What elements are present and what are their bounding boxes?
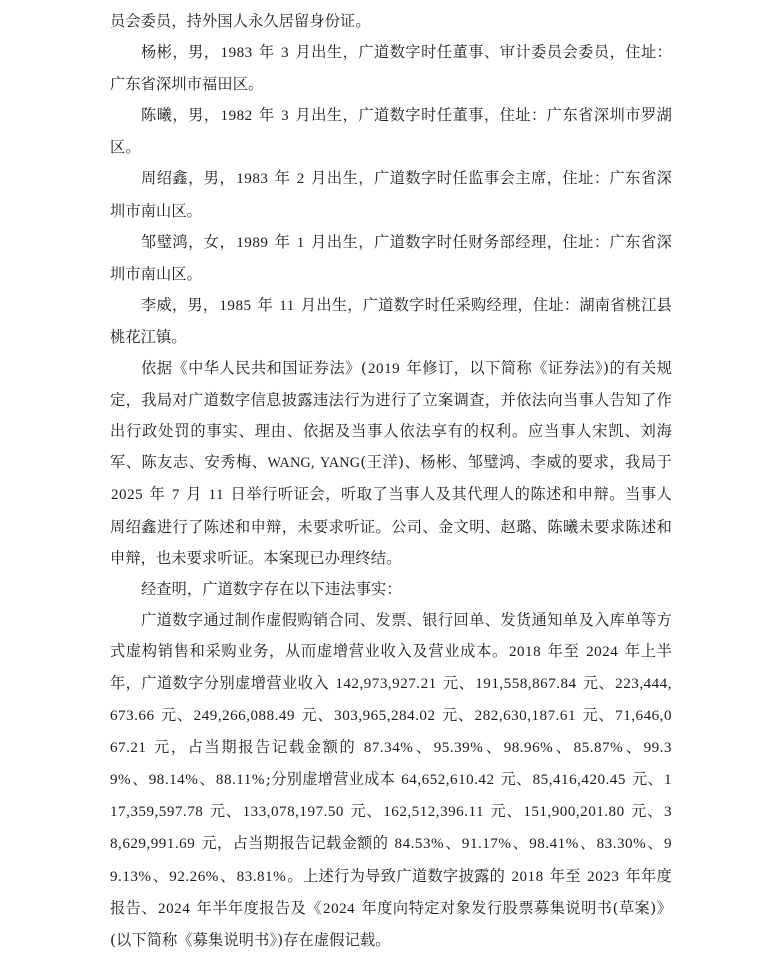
numeric-run: 88.11% [215, 772, 265, 789]
numeric-run: 98.14% [148, 772, 199, 789]
numeric-run: 1985 [219, 297, 252, 314]
numeric-run: 1983 [220, 45, 253, 62]
numeric-run: 92.26% [169, 868, 219, 885]
numeric-run: 85,416,420.45 [532, 772, 626, 789]
numeric-run: 2024 [586, 643, 619, 660]
paragraph-findings-intro: 经查明，广道数字存在以下违法事实： [141, 579, 402, 598]
numeric-run: 2018 [508, 643, 542, 660]
paragraph-person-liwei: 李威，男，1985 年 11 月出生，广道数字时任采购经理，住址：湖南省桃江县桃花江镇。 [110, 295, 673, 346]
numeric-run: 162,512,396.11 [383, 804, 485, 821]
numeric-run: 98.96% [503, 740, 554, 757]
numeric-run: 1982 [220, 108, 253, 125]
numeric-run: 38,629,991.69 [110, 804, 672, 853]
numeric-run: 2023 [587, 868, 620, 885]
numeric-run: 151,900,201.80 [523, 804, 625, 821]
numeric-run: 84.53% [394, 836, 445, 853]
numeric-run: 117,359,597.78 [110, 772, 673, 821]
numeric-run: 71,646,067.21 [110, 708, 672, 757]
numeric-run: 303,965,284.02 [334, 708, 436, 725]
document-body [110, 6, 672, 956]
paragraph-person-zhoushaoxin: 周绍鑫，男，1983 年 2 月出生，广道数字时任监事会主席，住址：广东省深圳市南山区。 [110, 169, 672, 220]
numeric-run: 2024 [323, 900, 356, 917]
paragraph-person-chenxi: 陈曦，男，1982 年 3 月出生，广道数字时任董事，住址：广东省深圳市罗湖区。 [110, 106, 673, 157]
paragraph-continued-member: 员会委员，持外国人永久居留身份证。 [110, 12, 371, 30]
numeric-run: 133,078,197.50 [242, 804, 344, 821]
numeric-run: 223,444,673.66 [110, 675, 672, 725]
numeric-run: 99.13% [110, 836, 673, 885]
numeric-run: 83.30% [596, 836, 647, 853]
latin-run: YANG [319, 455, 361, 472]
numeric-run: 2019 [367, 361, 401, 378]
numeric-run: 7 [171, 487, 180, 504]
numeric-run: 98.41% [529, 836, 579, 853]
latin-run: WANG, [267, 455, 315, 472]
paragraph-person-zoubihong: 邹璧鸿，女，1989 年 1 月出生，广道数字时任财务部经理，住址：广东省深圳市南山区。 [110, 232, 672, 283]
numeric-run: 2 [296, 171, 305, 188]
numeric-run: 11 [279, 297, 295, 314]
numeric-run: 249,266,088.49 [193, 708, 296, 725]
numeric-run: 91.17% [461, 836, 512, 853]
numeric-run: 2025 [111, 487, 144, 504]
paragraph-legal-basis-and-hearing: 依据《中华人民共和国证券法》(2019 年修订，以下简称《证券法》)的有关规定，我局对广道数字信息披露违法行为进行了立案调查，并依法向当事人告知了作出行政处罚的事实、理由、依据及当事人依法享有的权利。应当事人宋凯、刘海军、陈友志、安秀梅、WANG, YANG(王洋)、杨彬、邹璧鸿、李威的要求，我局于 2025 年 7 月 11 日举行听证会，听取了当事人及其代理人的陈述和申辩。当事人周绍鑫进行了陈述和申辩，未要求听证。公司、金文明、赵璐、陈曦未要求陈述和申辩，也未要求听证。本案现已办理终结。 [110, 359, 672, 567]
numeric-run: 3 [281, 45, 290, 62]
numeric-run: 95.39% [433, 740, 484, 757]
numeric-run: 87.34% [363, 740, 414, 757]
numeric-run: 1983 [236, 171, 269, 188]
numeric-run: 2024 [158, 900, 191, 917]
numeric-run: 191,558,867.84 [475, 675, 577, 692]
numeric-run: 1 [296, 234, 305, 251]
numeric-run: 2018 [511, 868, 544, 885]
paragraph-findings-detail: 广道数字通过制作虚假购销合同、发票、银行回单、发货通知单及入库单等方式虚构销售和采购业务，从而虚增营业收入及营业成本。2018 年至 2024 年上半年，广道数字分别虚增营业收入 142,973,927.21 元、191,558,867.84 元、223,444,673.66 元、249,266,088.49 元、303,965,284.02 元、282,630,187.61 元、71,646,067.21 元，占当期报告记载金额的 87.34%、95.39%、98.96%、85.87%、99.39%、98.14%、88.11%;分别虚增营业成本 64,652,610.42 元、85,416,420.45 元、117,359,597.78 元、133,078,197.50 元、162,512,396.11 元、151,900,201.80 元、38,629,991.69 元，占当期报告记载金额的 84.53%、91.17%、98.41%、83.30%、99.13%、92.26%、83.81%。上述行为导致广道数字披露的 2018 年至 2023 年年度报告、2024 年半年度报告及《2024 年度向特定对象发行股票募集说明书(草案)》(以下简称《募集说明书》)存在虚假记载。 [110, 610, 673, 949]
numeric-run: 282,630,187.61 [474, 708, 577, 725]
numeric-run: 142,973,927.21 [335, 675, 437, 692]
paragraph-person-yangbin: 杨彬，男，1983 年 3 月出生，广道数字时任董事、审计委员会委员，住址：广东省深圳市福田区。 [110, 43, 673, 94]
numeric-run: 11 [208, 487, 225, 504]
numeric-run: 64,652,610.42 [401, 772, 495, 789]
numeric-run: 99.39% [110, 740, 672, 789]
numeric-run: 1989 [236, 234, 269, 251]
numeric-run: 3 [281, 108, 290, 125]
numeric-run: 83.81% [236, 868, 287, 885]
numeric-run: 85.87% [573, 740, 624, 757]
